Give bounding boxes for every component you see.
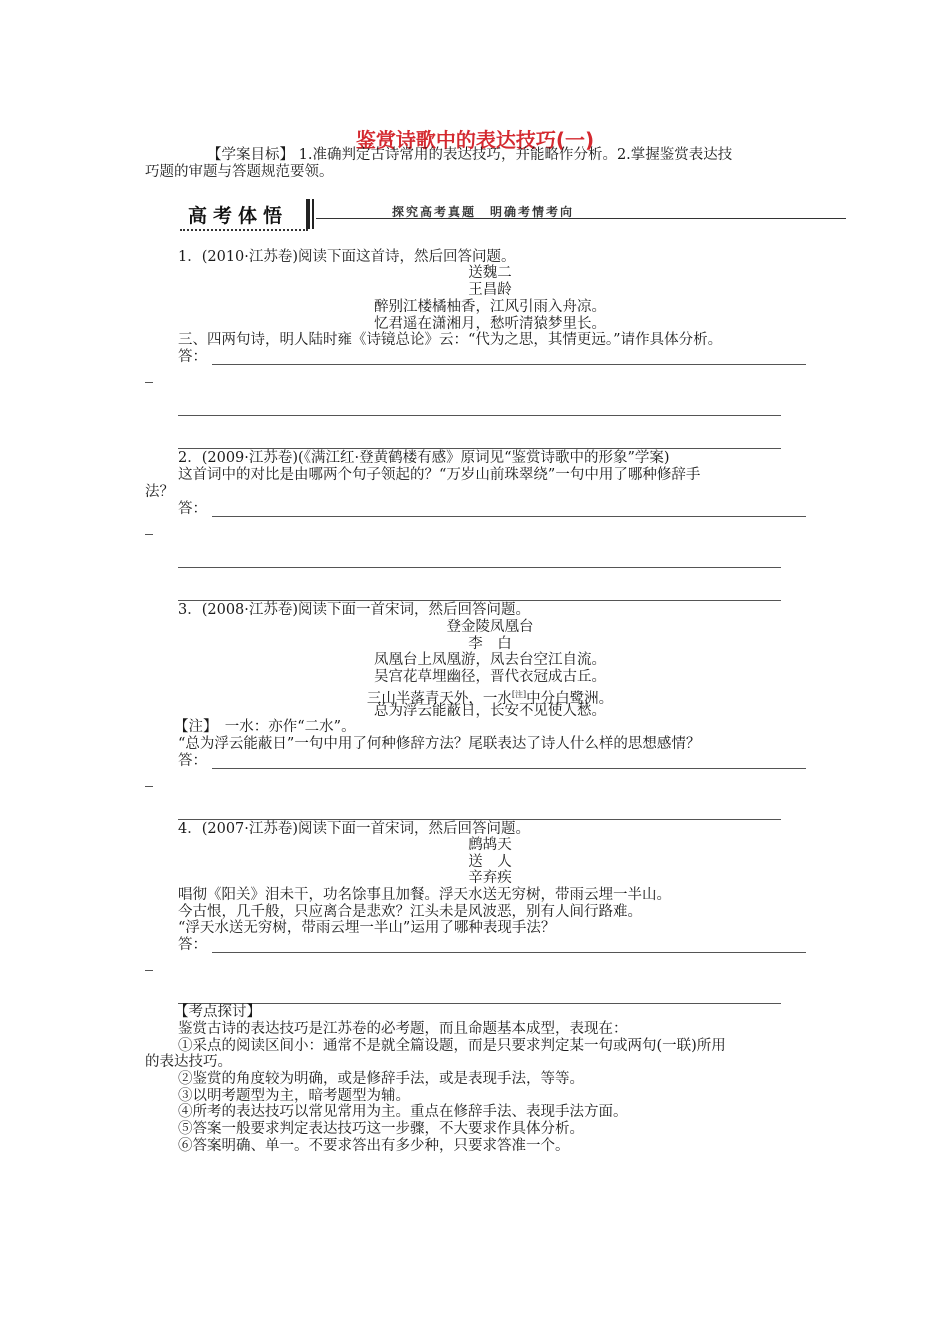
q2-answer-label: 答： bbox=[178, 501, 207, 517]
q1-answer-line-1[interactable] bbox=[212, 364, 806, 365]
banner-bar-thin bbox=[312, 199, 314, 229]
q1-answer-label: 答： bbox=[178, 349, 207, 365]
q4-answer-dash bbox=[145, 970, 153, 971]
banner-bar bbox=[306, 199, 310, 229]
q2-answer-line-2[interactable] bbox=[178, 567, 781, 568]
q1-question: 三、四两句诗，明人陆时雍《诗镜总论》云：“代为之思，其情更远。”请作具体分析。 bbox=[178, 332, 723, 348]
q4-question: “浮天水送无穷树，带雨云埋一半山”运用了哪种表现手法？ bbox=[178, 920, 556, 936]
page-title: 鉴赏诗歌中的表达技巧(一) bbox=[355, 128, 595, 152]
q4-poem-title: 鹧鸪天 bbox=[468, 837, 512, 853]
analysis-item-2: ②鉴赏的角度较为明确，或是修辞手法，或是表现手法，等等。 bbox=[178, 1071, 584, 1087]
q4-author: 辛弃疾 bbox=[468, 870, 512, 886]
q1-answer-line-2[interactable] bbox=[178, 415, 781, 416]
q4-poem-subtitle: 送 人 bbox=[468, 854, 512, 870]
q1-header: 1．(2010·江苏卷)阅读下面这首诗，然后回答问题。 bbox=[178, 249, 516, 265]
q2-answer-line-1[interactable] bbox=[212, 516, 806, 517]
analysis-item-4: ④所考的表达技巧以常见常用为主。重点在修辞手法、表现手法方面。 bbox=[178, 1104, 628, 1120]
q1-answer-dash bbox=[145, 382, 153, 383]
analysis-item-1-line-2: 的表达技巧。 bbox=[145, 1054, 232, 1070]
q2-question-line-1: 这首词中的对比是由哪两个句子领起的？“万岁山前珠翠绕”一句中用了哪种修辞手 bbox=[178, 467, 701, 483]
q4-answer-label: 答： bbox=[178, 937, 207, 953]
q3-answer-dash bbox=[145, 786, 153, 787]
analysis-intro: 鉴赏古诗的表达技巧是江苏卷的必考题，而且命题基本成型，表现在： bbox=[178, 1021, 628, 1037]
q3-footnote-marker: [注] bbox=[511, 690, 527, 699]
q3-question: “总为浮云能蔽日”一句中用了何种修辞方法？尾联表达了诗人什么样的思想感情？ bbox=[178, 736, 701, 752]
q1-answer-line-3[interactable] bbox=[178, 448, 781, 449]
q3-note: 【注】 一水：亦作“二水”。 bbox=[174, 719, 356, 735]
q1-author: 王昌龄 bbox=[468, 282, 512, 298]
q3-poem-line-2: 吴宫花草埋幽径，晋代衣冠成古丘。 bbox=[374, 669, 606, 685]
q3-poem-line-1: 凤凰台上凤凰游，凤去台空江自流。 bbox=[374, 652, 606, 668]
analysis-heading: 【考点探讨】 bbox=[174, 1004, 261, 1020]
banner-subtitle: 探究高考真题 明确考情考向 bbox=[392, 205, 575, 219]
q2-answer-dash bbox=[145, 534, 153, 535]
q3-author: 李 白 bbox=[468, 636, 512, 652]
q2-answer-line-3[interactable] bbox=[178, 600, 781, 601]
objective-line-1: 【学案目标】 1.准确判定古诗常用的表达技巧，并能略作分析。2.掌握鉴赏表达技 bbox=[207, 147, 733, 163]
banner-dotted-rule bbox=[180, 229, 308, 231]
analysis-item-6: ⑥答案明确、单一。不要求答出有多少种，只要求答准一个。 bbox=[178, 1138, 570, 1154]
q4-poem-line-2: 今古恨，几千般，只应离合是悲欢？江头未是风波恶，别有人间行路难。 bbox=[178, 904, 642, 920]
q3-poem-title: 登金陵凤凰台 bbox=[446, 619, 534, 635]
q4-poem-line-1: 唱彻《阳关》泪未干，功名馀事且加餐。浮天水送无穷树，带雨云埋一半山。 bbox=[178, 887, 671, 903]
objective-line-2: 巧题的审题与答题规范要领。 bbox=[145, 164, 334, 180]
q3-poem-line-4: 总为浮云能蔽日，长安不见使人愁。 bbox=[374, 703, 606, 719]
q4-answer-line-2[interactable] bbox=[178, 1003, 781, 1004]
banner-title: 高考体悟 bbox=[188, 205, 289, 227]
q1-poem-title: 送魏二 bbox=[468, 265, 512, 281]
q4-header: 4．(2007·江苏卷)阅读下面一首宋词，然后回答问题。 bbox=[178, 821, 531, 837]
analysis-item-1-line-1: ①采点的阅读区间小：通常不是就全篇设题，而是只要求判定某一句或两句(一联)所用 bbox=[178, 1038, 726, 1054]
q3-header: 3．(2008·江苏卷)阅读下面一首宋词，然后回答问题。 bbox=[178, 602, 531, 618]
q4-answer-line-1[interactable] bbox=[212, 952, 806, 953]
q3-answer-line-1[interactable] bbox=[212, 768, 806, 769]
q2-question-line-2: 法？ bbox=[145, 484, 174, 500]
q3-poem-line-3-part-a: 三山半落青天外，一水 bbox=[366, 690, 512, 707]
q3-answer-label: 答： bbox=[178, 753, 207, 769]
q2-header: 2．(2009·江苏卷)(《满江红·登黄鹤楼有感》原词见“鉴赏诗歌中的形象”学案) bbox=[178, 450, 670, 466]
q3-poem-line-3-part-b: 中分白鹭洲。 bbox=[526, 690, 614, 707]
q3-answer-line-2[interactable] bbox=[178, 819, 781, 820]
q1-poem-line-1: 醉别江楼橘柚香，江风引雨入舟凉。 bbox=[374, 299, 606, 315]
analysis-item-3: ③以明考题型为主，暗考题型为辅。 bbox=[178, 1088, 410, 1104]
q1-poem-line-2: 忆君遥在潇湘月，愁听清猿梦里长。 bbox=[374, 316, 606, 332]
analysis-item-5: ⑤答案一般要求判定表达技巧这一步骤，不大要求作具体分析。 bbox=[178, 1121, 584, 1137]
